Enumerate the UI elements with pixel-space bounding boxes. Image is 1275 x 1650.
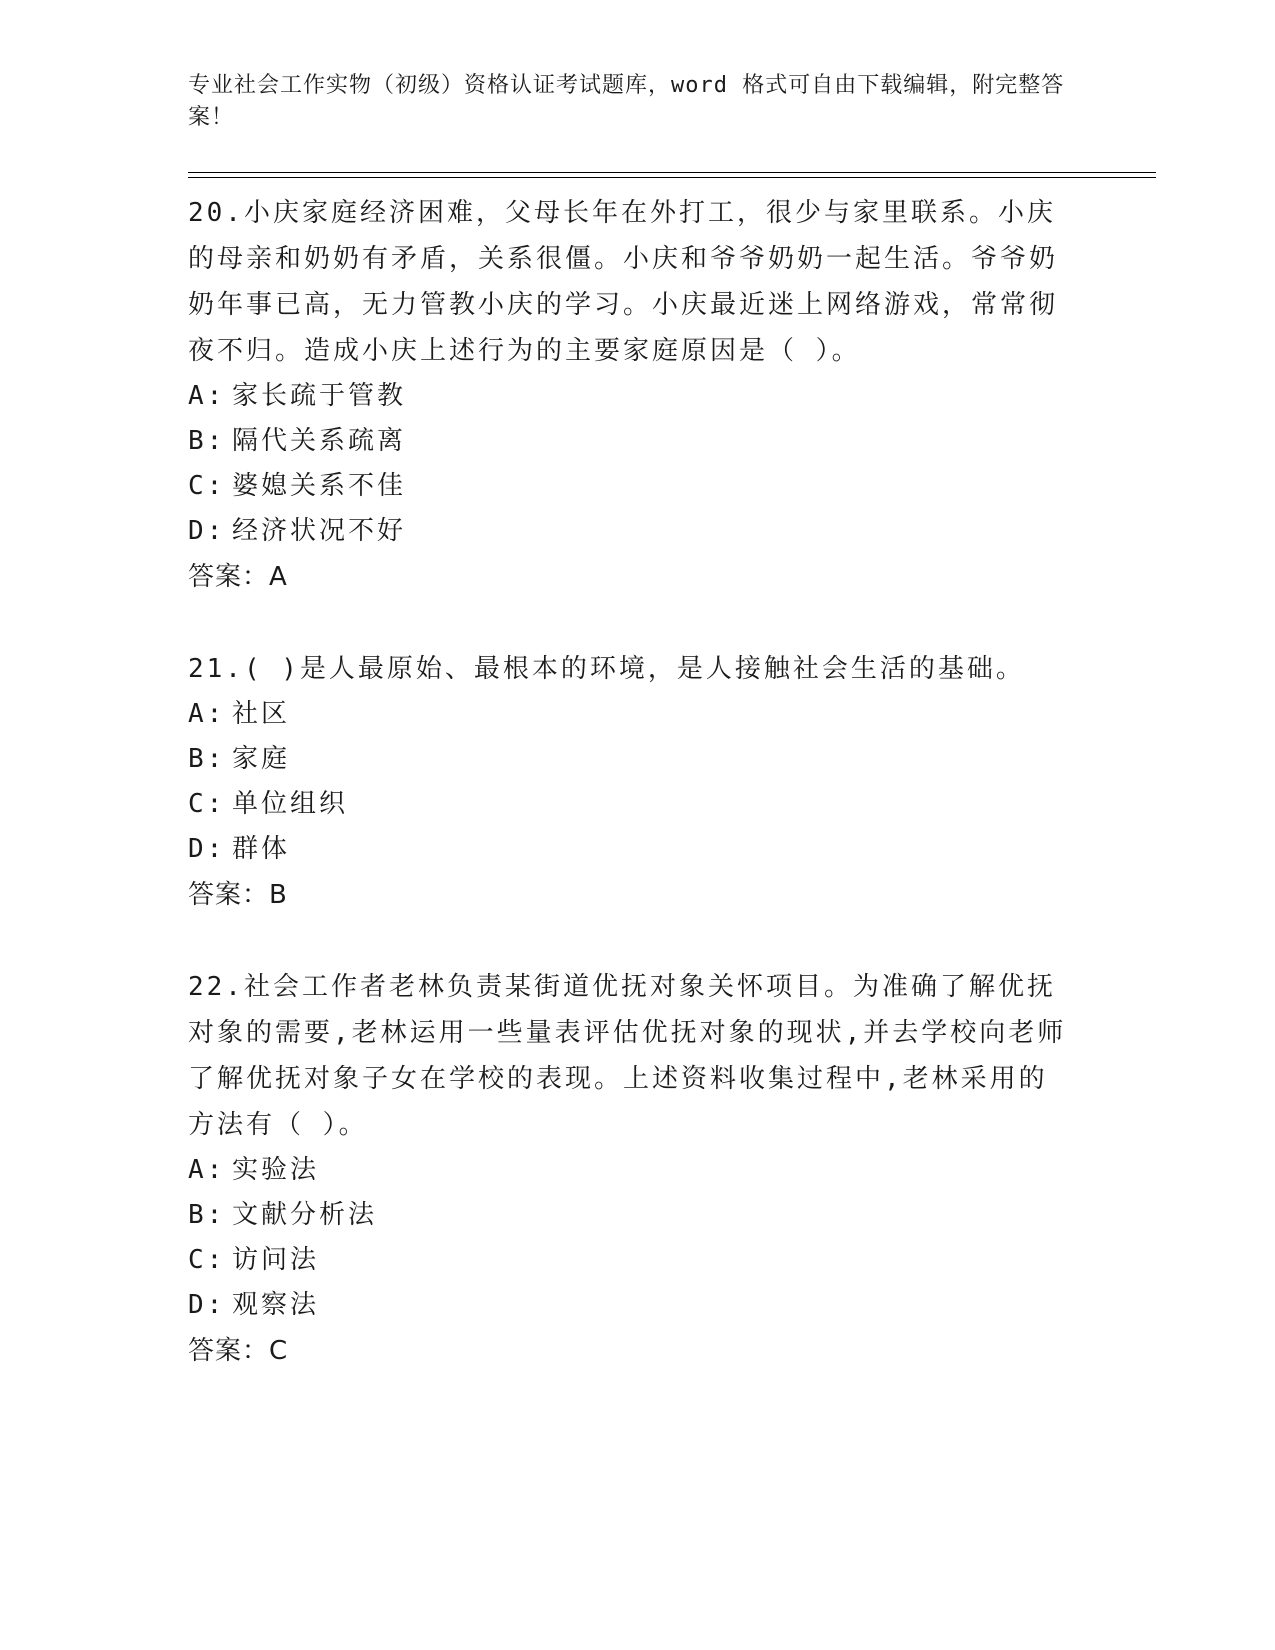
option-text: 隔代关系疏离 <box>232 426 407 456</box>
option-text: 群体 <box>232 834 291 864</box>
option-b <box>188 737 1068 782</box>
option-a <box>188 1148 1068 1193</box>
option-b <box>188 419 1068 464</box>
option-text: 家庭 <box>232 744 291 774</box>
option-letter: B: <box>188 744 226 774</box>
option-text: 单位组织 <box>232 789 349 819</box>
answer-line: 答案：C <box>188 1336 289 1366</box>
option-text: 家长疏于管教 <box>232 381 407 411</box>
option-letter: D: <box>188 1290 226 1320</box>
option-b <box>188 1193 1068 1238</box>
option-text: 婆媳关系不佳 <box>232 471 407 501</box>
divider-line <box>188 177 1156 178</box>
option-letter: D: <box>188 834 226 864</box>
option-d <box>188 1283 1068 1328</box>
answer-line: 答案：A <box>188 562 288 592</box>
option-letter: C: <box>188 789 226 819</box>
question-20 <box>188 190 1068 600</box>
option-d <box>188 509 1068 554</box>
question-spacer <box>188 600 1168 646</box>
header-divider <box>188 172 1156 178</box>
option-text: 访问法 <box>232 1245 320 1275</box>
option-text: 经济状况不好 <box>232 516 407 546</box>
answer-line: 答案：B <box>188 880 288 910</box>
option-letter: A: <box>188 699 226 729</box>
option-c <box>188 1238 1068 1283</box>
option-letter: D: <box>188 516 226 546</box>
question-stem: 20.小庆家庭经济困难，父母长年在外打工，很少与家里联系。小庆的母亲和奶奶有矛盾，关系很僵。小庆和爷爷奶奶一起生活。爷爷奶奶年事已高，无力管教小庆的学习。小庆最近迷上网络游戏，常常彻夜不归。造成小庆上述行为的主要家庭原因是（ ）。 <box>188 198 1059 366</box>
question-stem: 21.( )是人最原始、最根本的环境，是人接触社会生活的基础。 <box>188 654 1025 684</box>
option-c <box>188 464 1068 509</box>
question-spacer <box>188 918 1168 964</box>
option-letter: A: <box>188 1155 226 1185</box>
option-d <box>188 827 1068 872</box>
option-letter: C: <box>188 471 226 501</box>
option-letter: C: <box>188 1245 226 1275</box>
question-21 <box>188 646 1068 918</box>
option-letter: B: <box>188 426 226 456</box>
option-letter: A: <box>188 381 226 411</box>
option-letter: B: <box>188 1200 226 1230</box>
option-a <box>188 692 1068 737</box>
document-header: 专业社会工作实物（初级）资格认证考试题库，word 格式可自由下载编辑，附完整答案！ <box>188 73 1065 130</box>
divider-line <box>188 172 1156 173</box>
option-c <box>188 782 1068 827</box>
question-stem: 22.社会工作者老林负责某街道优抚对象关怀项目。为准确了解优抚对象的需要,老林运用一些量表评估优抚对象的现状,并去学校向老师了解优抚对象子女在学校的表现。上述资料收集过程中,老林采用的方法有（ ）。 <box>188 972 1067 1140</box>
option-text: 观察法 <box>232 1290 320 1320</box>
option-text: 社区 <box>232 699 291 729</box>
option-a <box>188 374 1068 419</box>
option-text: 实验法 <box>232 1155 320 1185</box>
question-22 <box>188 964 1068 1374</box>
option-text: 文献分析法 <box>232 1200 378 1230</box>
document-page <box>188 70 1168 1374</box>
